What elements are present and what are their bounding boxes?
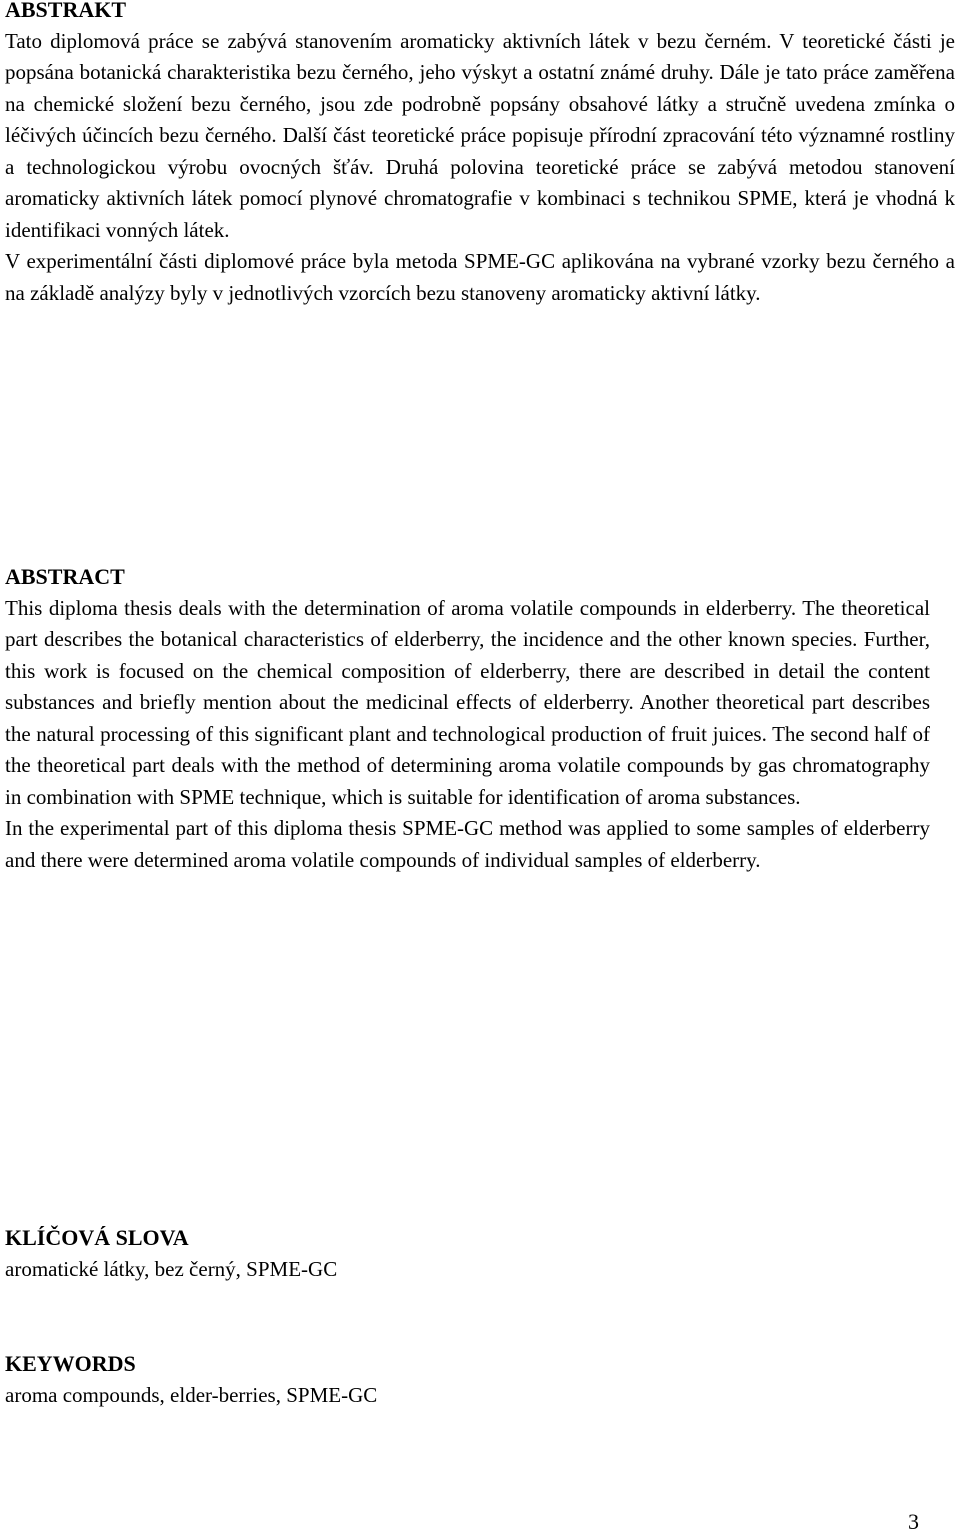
keywords-heading: KEYWORDS — [5, 1351, 136, 1376]
abstract-paragraph-1: This diploma thesis deals with the determination of aroma volatile compounds in elderberry. The theoretical part describes the botanical characteristics of elderberry, the incidence and the other known species. Further, this work is focused on the chemical composition of elderberry, there are described in detail the content substances and briefly mention about the medicinal effects of elderberry. Another theoretical part describes the natural processing of this significant plant and technological production of fruit juices. The second half of the theoretical part deals with the method of determining aroma volatile compounds by gas chromatography in combination with SPME technique, which is suitable for identification of aroma substances. — [5, 595, 930, 809]
abstract-section — [5, 561, 930, 876]
page-number: 3 — [908, 1509, 919, 1534]
klicova-slova-text: aromatické látky, bez černý, SPME-GC — [5, 1256, 338, 1281]
klicova-slova-section — [5, 1222, 930, 1285]
abstract-heading: ABSTRACT — [5, 564, 125, 589]
abstrakt-paragraph-2: V experimentální části diplomové práce byla metoda SPME-GC aplikována na vybrané vzorky bezu černého a na základě analýzy byly v jednotlivých vzorcích bezu stanoveny aromaticky aktivní látky. — [5, 249, 955, 305]
abstrakt-section — [5, 0, 955, 309]
keywords-text: aroma compounds, elder-berries, SPME-GC — [5, 1382, 378, 1407]
abstrakt-heading: ABSTRAKT — [5, 0, 127, 22]
keywords-section — [5, 1348, 930, 1411]
abstrakt-paragraph-1: Tato diplomová práce se zabývá stanovením aromaticky aktivních látek v bezu černém. V teoretické části je popsána botanická charakteristika bezu černého, jeho výskyt a ostatní známé druhy. Dále je tato práce zaměřena na chemické složení bezu černého, jsou zde podrobně popsány obsahové látky a stručně uvedena zmínka o léčivých účincích bezu černého. Další část teoretické práce popisuje přírodní zpracování této významné rostliny a technologickou výrobu ovocných šťáv. Druhá polovina teoretické práce se zabývá metodou stanovení aromaticky aktivních látek pomocí plynové chromatografie v kombinaci s technikou SPME, která je vhodná k identifikaci vonných látek. — [5, 28, 955, 242]
abstract-paragraph-2: In the experimental part of this diploma thesis SPME-GC method was applied to some samples of elderberry and there were determined aroma volatile compounds of individual samples of elderberry. — [5, 816, 930, 872]
klicova-slova-heading: KLÍČOVÁ SLOVA — [5, 1225, 189, 1250]
